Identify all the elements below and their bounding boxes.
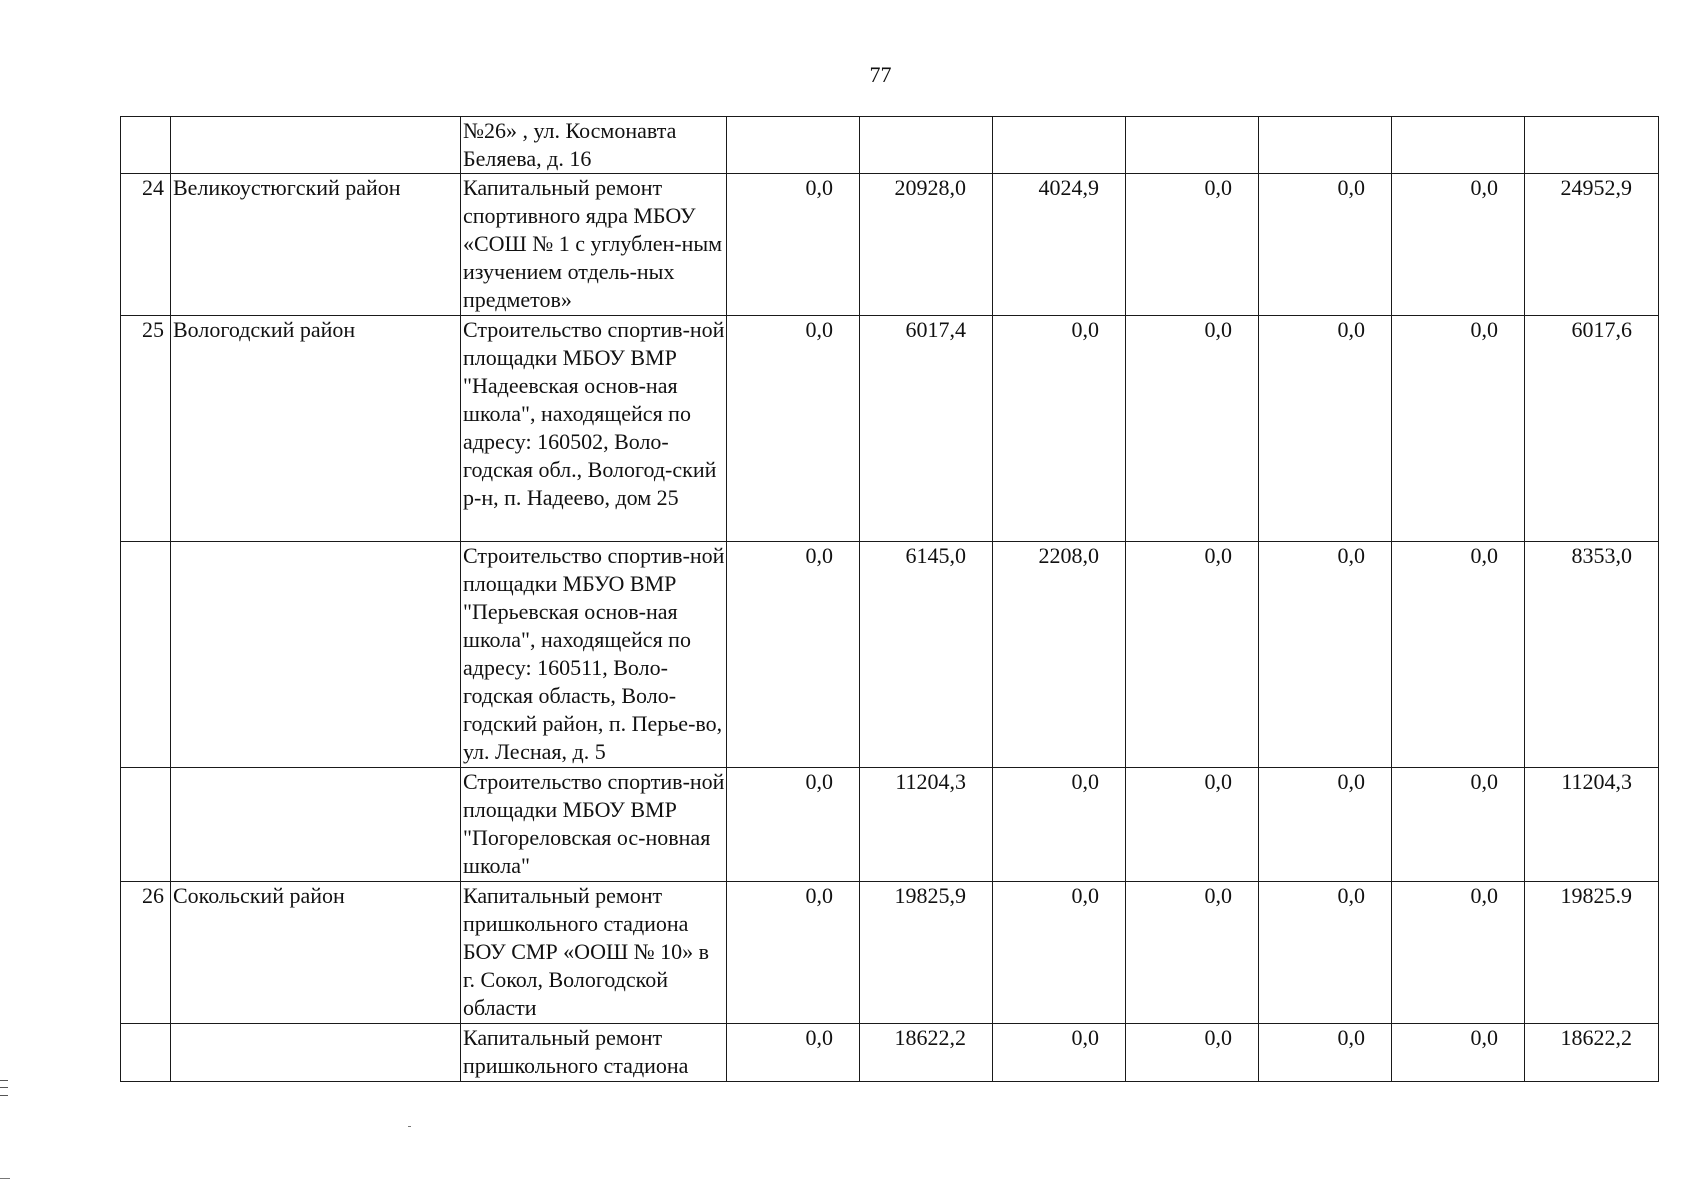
row-index xyxy=(121,1024,171,1082)
value-cell: 0,0 xyxy=(727,882,860,1024)
value-cell: 0,0 xyxy=(993,1024,1126,1082)
project-description: №26» , ул. Космонавта Беляева, д. 16 xyxy=(461,117,727,174)
table-row xyxy=(121,768,1659,882)
value-cell xyxy=(1392,117,1525,174)
table-row xyxy=(121,542,1659,768)
value-cell: 6145,0 xyxy=(860,542,993,768)
district-name: Вологодский район xyxy=(171,316,461,542)
value-cell: 0,0 xyxy=(1392,882,1525,1024)
project-description: Строительство спортив-ной площадки МБОУ ВМР "Надеевская основ-ная школа", находящейся по адресу: 160502, Воло-годская обл., Вологод-ский р-н, п. Надеево, дом 25 xyxy=(461,316,727,542)
district-name xyxy=(171,768,461,882)
table-row xyxy=(121,882,1659,1024)
value-cell: 0,0 xyxy=(727,768,860,882)
total-cell: 8353,0 xyxy=(1525,542,1659,768)
district-name xyxy=(171,542,461,768)
table-row xyxy=(121,1024,1659,1082)
value-cell: 4024,9 xyxy=(993,174,1126,316)
value-cell: 0,0 xyxy=(1392,542,1525,768)
page-number: 77 xyxy=(869,62,892,87)
project-description: Капитальный ремонт пришкольного стадиона БОУ СМР «ООШ № 10» в г. Сокол, Вологодской области xyxy=(461,882,727,1024)
district-name xyxy=(171,1024,461,1082)
value-cell: 0,0 xyxy=(1126,174,1259,316)
total-cell: 18622,2 xyxy=(1525,1024,1659,1082)
value-cell xyxy=(1259,117,1392,174)
value-cell: 0,0 xyxy=(1259,768,1392,882)
total-cell xyxy=(1525,117,1659,174)
total-cell: 19825.9 xyxy=(1525,882,1659,1024)
value-cell: 0,0 xyxy=(993,316,1126,542)
value-cell: 0,0 xyxy=(1126,768,1259,882)
value-cell: 0,0 xyxy=(1126,882,1259,1024)
total-cell: 6017,6 xyxy=(1525,316,1659,542)
value-cell: 11204,3 xyxy=(860,768,993,882)
value-cell: 0,0 xyxy=(1259,316,1392,542)
value-cell: 0,0 xyxy=(993,882,1126,1024)
value-cell: 0,0 xyxy=(727,542,860,768)
value-cell: 0,0 xyxy=(727,174,860,316)
value-cell: 0,0 xyxy=(1126,1024,1259,1082)
project-description: Строительство спортив-ной площадки МБУО ВМР "Перьевская основ-ная школа", находящейся по адресу: 160511, Воло-годская область, Воло-годский район, п. Перье-во, ул. Лесная, д. 5 xyxy=(461,542,727,768)
project-description: Капитальный ремонт спортивного ядра МБОУ «СОШ № 1 с углублен-ным изучением отдель-ных предметов» xyxy=(461,174,727,316)
row-index xyxy=(121,542,171,768)
budget-table xyxy=(120,116,1659,1082)
value-cell xyxy=(993,117,1126,174)
value-cell: 19825,9 xyxy=(860,882,993,1024)
value-cell: 18622,2 xyxy=(860,1024,993,1082)
district-name: Великоустюгский район xyxy=(171,174,461,316)
value-cell: 0,0 xyxy=(1392,1024,1525,1082)
value-cell: 0,0 xyxy=(1126,542,1259,768)
district-name xyxy=(171,117,461,174)
value-cell: 6017,4 xyxy=(860,316,993,542)
margin-tick xyxy=(0,1178,10,1179)
value-cell: 0,0 xyxy=(1392,316,1525,542)
value-cell xyxy=(860,117,993,174)
value-cell: 0,0 xyxy=(1259,1024,1392,1082)
project-description: Капитальный ремонт пришкольного стадиона xyxy=(461,1024,727,1082)
table-row xyxy=(121,316,1659,542)
total-cell: 11204,3 xyxy=(1525,768,1659,882)
table-row xyxy=(121,117,1659,174)
row-index: 26 xyxy=(121,882,171,1024)
value-cell: 0,0 xyxy=(1392,174,1525,316)
value-cell: 2208,0 xyxy=(993,542,1126,768)
total-cell: 24952,9 xyxy=(1525,174,1659,316)
scan-speck xyxy=(408,1126,411,1127)
value-cell: 0,0 xyxy=(727,316,860,542)
row-index: 25 xyxy=(121,316,171,542)
district-name: Сокольский район xyxy=(171,882,461,1024)
row-index xyxy=(121,117,171,174)
value-cell xyxy=(1126,117,1259,174)
project-description: Строительство спортив-ной площадки МБОУ ВМР "Погореловская ос-новная школа" xyxy=(461,768,727,882)
value-cell: 0,0 xyxy=(1259,882,1392,1024)
value-cell: 0,0 xyxy=(993,768,1126,882)
row-index xyxy=(121,768,171,882)
value-cell: 0,0 xyxy=(1259,542,1392,768)
value-cell: 20928,0 xyxy=(860,174,993,316)
row-index: 24 xyxy=(121,174,171,316)
table-row xyxy=(121,174,1659,316)
value-cell: 0,0 xyxy=(727,1024,860,1082)
value-cell: 0,0 xyxy=(1392,768,1525,882)
value-cell: 0,0 xyxy=(1126,316,1259,542)
margin-mark xyxy=(0,1080,8,1096)
value-cell: 0,0 xyxy=(1259,174,1392,316)
value-cell xyxy=(727,117,860,174)
